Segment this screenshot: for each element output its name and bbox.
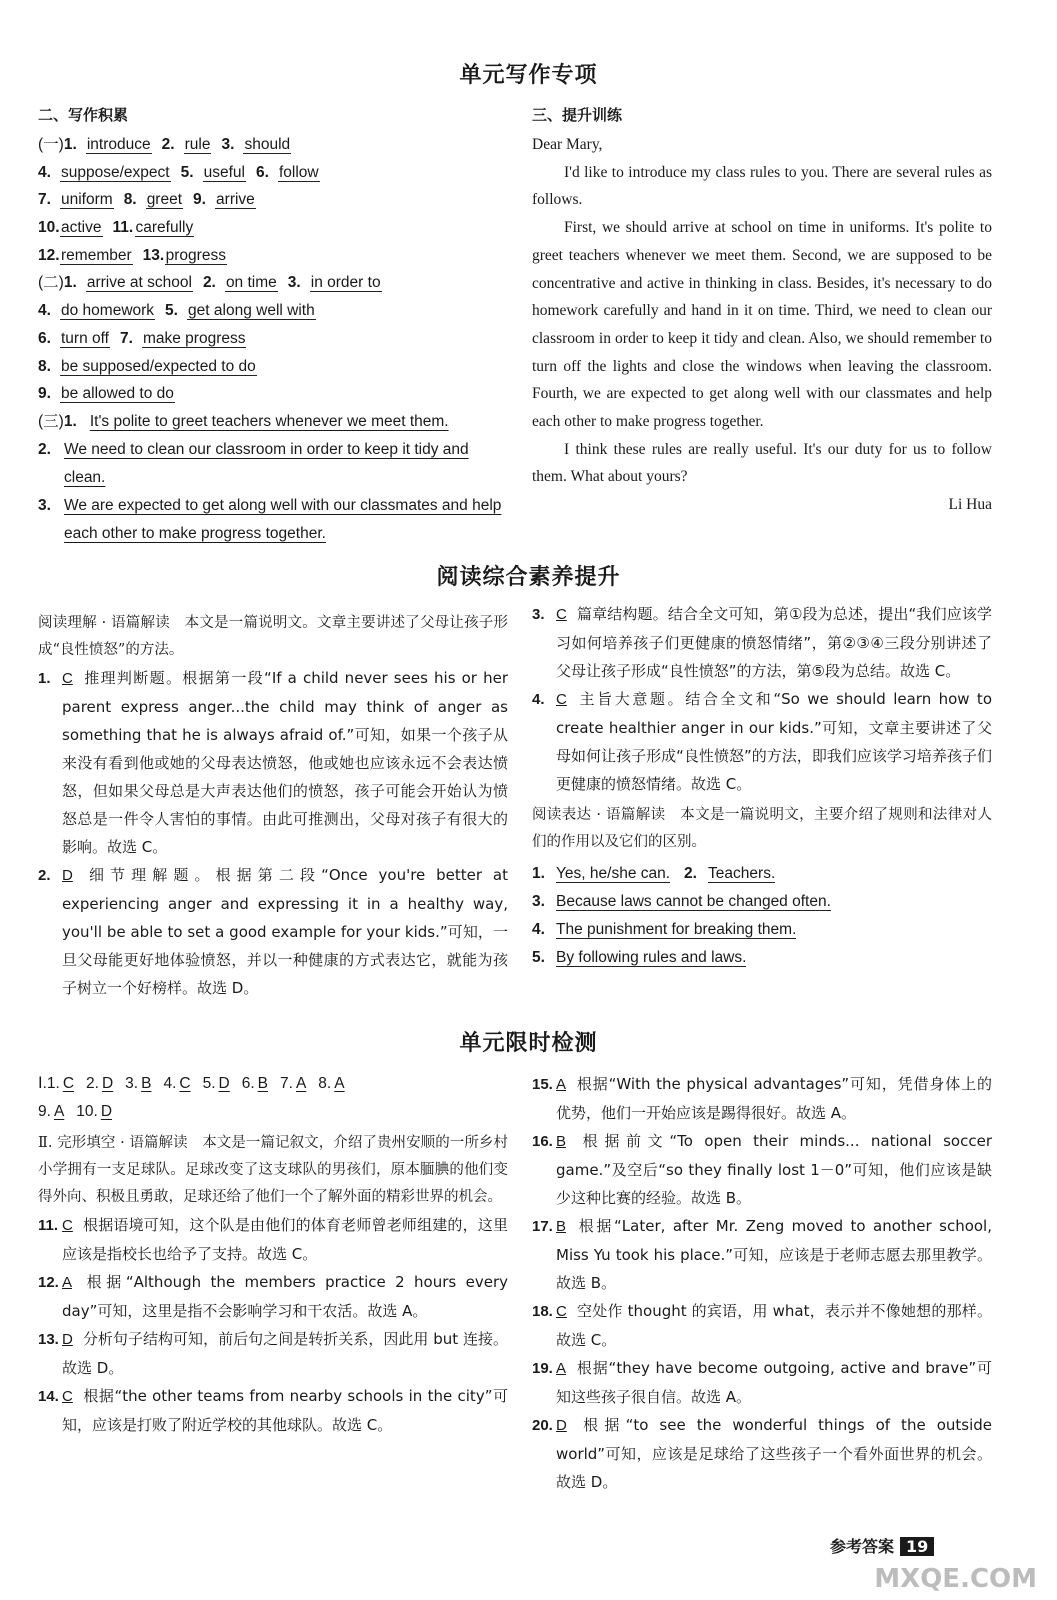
item-number: 9. (193, 191, 206, 209)
explanation: 根据“they have become outgoing, active and brave”可知这些孩子很自信。故选 A。 (556, 1359, 992, 1406)
item-number: 3. (38, 496, 51, 514)
item-number: 11. (112, 219, 134, 237)
item-number: 12. (38, 1274, 59, 1291)
explanation: 根据“Later, after Mr. Zeng moved to another school, Miss Yu took his place.”可知，应该是于老师志愿去那里教学。故选 B。 (556, 1217, 992, 1292)
answer-word: follow (278, 163, 319, 181)
expression-text: The punishment for breaking them. (556, 921, 797, 938)
answer-word: carefully (135, 219, 194, 237)
expression-intro: 阅读表达 · 语篇解读 本文是一篇说明文，主要介绍了规则和法律对人们的作用以及它们的区别。 (532, 807, 992, 850)
item-number: 4. (532, 921, 545, 938)
expression-text: Teachers. (708, 865, 776, 882)
answer-key: A (334, 1075, 345, 1092)
item-number: 2. (161, 136, 175, 153)
answer-item (38, 861, 508, 1002)
item-number: 2. (202, 274, 216, 292)
item-number: 5. (532, 949, 545, 966)
answer-item (38, 1382, 508, 1439)
group-label: Ⅰ. (38, 1075, 47, 1092)
item-number: 14. (38, 1388, 59, 1405)
answer-key: C (62, 670, 73, 687)
item-number: 4. (38, 163, 51, 181)
item-number: 12. (38, 246, 60, 264)
answer-word: arrive (216, 191, 255, 209)
explanation: 根据“With the physical advantages”可知，凭借身体上的优势，他们一开始应该是踢得很好。故选 A。 (556, 1075, 992, 1122)
reading-answers-left (38, 664, 508, 1002)
mc-item (163, 1075, 190, 1092)
item-number: 8. (38, 357, 51, 375)
section-title-reading: 阅读综合素养提升 (436, 565, 621, 590)
watermark: MXQE.COM (874, 1564, 1037, 1594)
mc-item (125, 1075, 151, 1092)
group-label: (三) (38, 412, 64, 430)
letter-signature: Li Hua (948, 496, 992, 514)
test-right (532, 1070, 992, 1496)
explanation: 细节理解题。根据第二段“Once you're better at experiencing anger and expressing it in a healthy way, you'll be able to set a good example for your kids.”可知，一旦父母能更好地体验愤怒，并以一种健康的方式表达它，就能为孩子树立一个好榜样。故选 D。 (62, 866, 508, 997)
test-left (38, 1070, 508, 1439)
item-number: 20. (532, 1417, 553, 1434)
answer-key: C (556, 691, 567, 708)
item-number: 13. (142, 246, 165, 264)
answer-key: A (62, 1274, 73, 1291)
item-number: 3. (532, 893, 545, 910)
answer-item (38, 1268, 508, 1325)
expression-text: Because laws cannot be changed often. (556, 893, 831, 910)
item-number: 8. (123, 191, 137, 209)
answer-key: D (62, 1331, 73, 1348)
expression-text: By following rules and laws. (556, 949, 747, 966)
section-title-test: 单元限时检测 (459, 1031, 598, 1056)
answer-key: A (53, 1103, 65, 1120)
item-number: 1. (63, 274, 77, 292)
answer-key: C (62, 1075, 75, 1092)
mc-item (38, 1103, 64, 1120)
answer-item (532, 1297, 992, 1354)
answer-item (38, 664, 508, 861)
answer-word: turn off (61, 329, 109, 347)
item-number: 7. (38, 191, 51, 209)
sentence-answer (38, 492, 508, 548)
item-number: 19. (532, 1360, 553, 1377)
answer-item (532, 1212, 992, 1297)
answer-word: be supposed/expected to do (61, 357, 256, 375)
answer-key: B (556, 1133, 567, 1150)
answer-key: B (257, 1075, 269, 1092)
item-number: 1. (63, 136, 77, 153)
expression-answer (532, 916, 992, 944)
page-footer (830, 1534, 934, 1557)
item-number: 7. (119, 329, 133, 347)
answer-word: greet (146, 191, 183, 209)
explanation: 根据“the other teams from nearby schools in the city”可知，应该是打败了附近学校的其他球队。故选 C。 (62, 1387, 508, 1434)
item-number: 10. (38, 219, 60, 237)
item-number: 9. (38, 1103, 51, 1120)
item-number: 1. (46, 1075, 60, 1092)
answer-word: rule (184, 136, 211, 153)
vocab-line (38, 159, 508, 187)
mc-item (86, 1075, 113, 1092)
item-number: 10. (76, 1103, 98, 1120)
answer-word: arrive at school (86, 274, 192, 292)
answer-word: active (61, 219, 102, 237)
item-number: 11. (38, 1217, 59, 1234)
mc-item (76, 1103, 112, 1120)
sentence-answer (38, 408, 508, 436)
explanation: 空处作 thought 的宾语，用 what，表示并不像她想的那样。故选 C。 (556, 1302, 992, 1349)
item-number: 2. (38, 867, 51, 884)
explanation: 根据前文“To open their minds... national soccer game.”及空后“so they finally lost 1－0”可知，他们应该是缺少这种比赛的经验。故选 B。 (556, 1132, 992, 1207)
mc-item (203, 1075, 230, 1092)
item-number: 7. (280, 1075, 293, 1092)
item-number: 15. (532, 1076, 553, 1093)
item-number: 9. (38, 385, 51, 403)
answer-item (38, 1325, 508, 1382)
sentence-list (38, 408, 508, 548)
multiple-choice-answers (38, 1070, 508, 1126)
reading-right (532, 600, 992, 972)
expression-text: Yes, he/she can. (556, 865, 671, 882)
item-number: 6. (241, 1075, 255, 1092)
explanation: 根据“to see the wonderful things of the outside world”可知，应该是足球给了这些孩子一个看外面世界的机会。故选 D。 (556, 1416, 992, 1491)
answer-key: D (101, 1075, 114, 1092)
explanation: 根据语境可知，这个队是由他们的体育老师曾老师组建的，这里应该是指校长也给予了支持。故选 C。 (62, 1216, 508, 1263)
item-number: 2. (684, 865, 697, 882)
answer-key: C (62, 1217, 73, 1234)
answer-word: remember (61, 246, 132, 264)
explanation: 主旨大意题。结合全文和“So we should learn how to create healthier anger in our kids.”可知，文章主要讲述了父母如何让孩子形成“良性愤怒”的方法，即我们应该学习培养孩子们更健康的愤怒情绪。故选 C。 (556, 690, 992, 793)
answer-item (532, 1070, 992, 1127)
answer-key: D (556, 1417, 567, 1434)
letter-salutation: Dear Mary, (532, 136, 603, 153)
item-number: 13. (38, 1331, 59, 1348)
answer-word: useful (203, 163, 245, 181)
answer-key: B (556, 1218, 567, 1235)
reading-answers-right (532, 600, 992, 798)
answer-word: should (244, 136, 291, 153)
answer-item (532, 1127, 992, 1212)
vocab-line (38, 131, 508, 159)
answer-key: D (218, 1075, 230, 1092)
item-number: 18. (532, 1303, 553, 1320)
answer-key: D (100, 1103, 113, 1120)
writing-accumulation (38, 104, 508, 548)
answer-word: suppose/expect (61, 163, 170, 181)
mc-item (318, 1075, 344, 1092)
answer-key: C (556, 606, 567, 623)
letter-paragraph: I think these rules are really useful. It's our duty for us to follow them. What about yours? (532, 440, 992, 486)
answer-key: A (556, 1360, 567, 1377)
vocab-line (38, 380, 508, 408)
sentence-text: It's polite to greet teachers whenever we meet them. (89, 412, 449, 430)
reading-left (38, 610, 508, 1002)
explanation: 根据“Although the members practice 2 hours every day”可知，这里是指不会影响学习和干农活。故选 A。 (62, 1273, 508, 1320)
answer-key: A (295, 1075, 307, 1092)
explanation: 分析句子结构可知，前后句之间是转折关系，因此用 but 连接。故选 D。 (62, 1330, 508, 1377)
item-number: 2. (86, 1075, 99, 1092)
footer-label: 参考答案 (830, 1537, 895, 1556)
group-label: (二) (38, 274, 64, 292)
item-number: 1. (63, 412, 77, 430)
expression-answer (532, 944, 992, 972)
answer-word: progress (165, 246, 226, 264)
vocab-line (38, 325, 508, 353)
sentence-answer (38, 436, 508, 492)
expression-answers (532, 860, 992, 972)
answer-word: uniform (61, 191, 113, 209)
item-number: 17. (532, 1218, 553, 1235)
right-heading: 三、提升训练 (532, 106, 623, 124)
item-number: 1. (532, 865, 545, 882)
answer-word: on time (225, 274, 277, 292)
explanation: 推理判断题。根据第一段“If a child never sees his or her parent express anger...the child may think of anger as something that he is always afraid of.”可知，如果一个孩子从来没有看到他或她的父母表达愤怒，他或她也应该永远不会表达愤怒，但如果父母总是大声表达他们的愤怒，孩子可能会开始认为愤怒总是一件令人害怕的事情。由此可推测出，父母对孩子有很大的影响。故选 C。 (62, 669, 508, 856)
answer-word: introduce (86, 136, 151, 153)
answer-key: C (179, 1075, 191, 1092)
left-heading: 二、写作积累 (38, 106, 129, 124)
writing-practice (532, 104, 992, 519)
answer-key: B (141, 1075, 152, 1092)
answer-item (532, 685, 992, 798)
item-number: 3. (287, 274, 301, 292)
item-number: 16. (532, 1133, 553, 1150)
sentence-text: We need to clean our classroom in order to keep it tidy and clean. (64, 440, 469, 486)
sentence-text: We are expected to get along well with our classmates and help each other to make progress together. (64, 496, 502, 542)
item-number: 5. (165, 302, 178, 320)
item-number: 3. (125, 1075, 139, 1092)
letter-paragraph: First, we should arrive at school on time in uniforms. It's polite to greet teachers whenever we meet them. Second, we are supposed to be concentrative and active in thinking in class. Besides, it's necessary to do homework carefully and hand in it on time. Third, we need to clean our classroom in order to keep it tidy and clean. Also, we should remember to turn off the lights and close the windows when leaving the classroom. Fourth, we are expected to get along well with our classmates and help each other to make progress together. (532, 219, 992, 431)
item-number: 4. (38, 302, 51, 320)
mc-item (242, 1075, 268, 1092)
vocab-line (38, 242, 508, 270)
answer-key: C (556, 1303, 567, 1320)
vocab-line (38, 214, 508, 242)
answer-word: do homework (61, 302, 155, 320)
item-number: 5. (180, 163, 194, 181)
item-number: 1. (38, 670, 51, 687)
item-number: 3. (221, 136, 235, 153)
vocab-line (38, 297, 508, 325)
expression-answer (532, 860, 992, 888)
sample-letter (532, 131, 992, 519)
cloze-answers-right (532, 1070, 992, 1496)
answer-item (38, 1211, 508, 1268)
item-number: 4. (532, 691, 545, 708)
item-number: 2. (38, 440, 51, 458)
answer-key: C (62, 1388, 73, 1405)
vocab-line (38, 269, 508, 297)
answer-item (532, 1411, 992, 1496)
item-number: 6. (255, 163, 269, 181)
item-number: 6. (38, 329, 51, 347)
explanation: 篇章结构题。结合全文可知，第①段为总述，提出“我们应该学习如何培养孩子们更健康的愤怒情绪”，第②③④三段分别讲述了父母让孩子形成“良性愤怒”的方法，第⑤段为总结。故选 C。 (556, 605, 992, 680)
answer-key: D (62, 867, 73, 884)
expression-answer (532, 888, 992, 916)
vocab-line (38, 186, 508, 214)
answer-word: get along well with (188, 302, 315, 320)
item-number: 4. (163, 1075, 177, 1092)
item-number: 8. (318, 1075, 332, 1092)
section-title-writing: 单元写作专项 (459, 63, 598, 88)
item-number: 3. (532, 606, 545, 623)
answer-word: make progress (142, 329, 246, 347)
group-label: (一) (38, 136, 64, 153)
cloze-intro: Ⅱ. 完形填空 · 语篇解读 本文是一篇记叙文，介绍了贵州安顺的一所乡村小学拥有一支足球队。足球改变了这支球队的男孩们，原本腼腆的他们变得外向、积极且勇敢，足球还给了他们一个了解外面的精彩世界的机会。 (38, 1135, 508, 1205)
answer-item (532, 1354, 992, 1411)
answer-word: be allowed to do (61, 385, 174, 403)
mc-item (47, 1075, 74, 1092)
answer-word: in order to (310, 274, 381, 292)
mc-line (38, 1098, 508, 1126)
answer-key: A (556, 1076, 567, 1093)
mc-item (280, 1075, 306, 1092)
letter-paragraph: I'd like to introduce my class rules to you. There are several rules as follows. (532, 163, 992, 209)
mc-line (38, 1070, 508, 1098)
cloze-answers-left (38, 1211, 508, 1439)
reading-intro: 阅读理解 · 语篇解读 本文是一篇说明文。文章主要讲述了父母让孩子形成“良性愤怒”的方法。 (38, 615, 508, 658)
page-number: 19 (900, 1537, 934, 1556)
item-number: 5. (202, 1075, 216, 1092)
vocab-line (38, 353, 508, 381)
vocab-list (38, 131, 508, 408)
answer-item (532, 600, 992, 685)
